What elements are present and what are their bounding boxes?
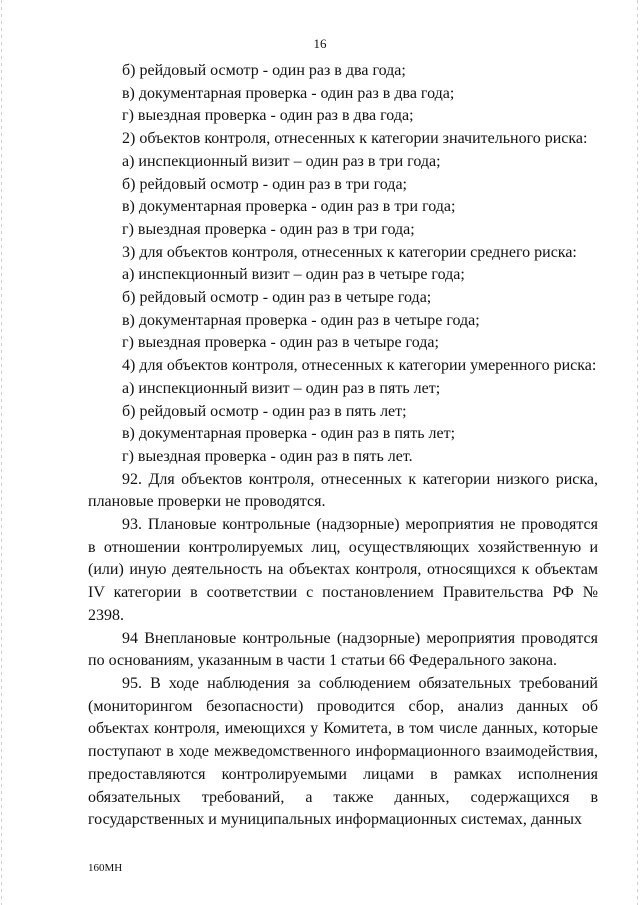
- paragraph: б) рейдовый осмотр - один раз в три года;: [122, 175, 407, 193]
- paragraph: а) инспекционный визит – один раз в четыре года;: [122, 266, 465, 284]
- paragraph: в) документарная проверка - один раз в два года;: [122, 84, 455, 102]
- paragraph: г) выездная проверка - один раз в четыре года;: [122, 334, 439, 352]
- left-scan-edge: [1, 0, 2, 905]
- paragraph: 3) для объектов контроля, отнесенных к категории среднего риска:: [122, 243, 577, 261]
- paragraph: в) документарная проверка - один раз в четыре года;: [122, 311, 480, 329]
- paragraph: а) инспекционный визит – один раз в пять лет;: [122, 379, 441, 397]
- paragraph: в) документарная проверка - один раз в три года;: [122, 198, 456, 216]
- paragraph: 92. Для объектов контроля, отнесенных к категории низкого риска, плановые проверки не проводятся.: [88, 470, 598, 511]
- paragraph: 95. В ходе наблюдения за соблюдением обязательных требований (мониторингом безопасности) проводится сбор, анализ данных об объектах контроля, имеющихся у Комитета, в том числе данных, которые поступают в ходе межведомственного информационного взаимодействия, предоставляются контролируемыми лицами в рамках исполнения обязательных требований, а также данных, содержащихся в государственных и муниципальных информационных системах, данных: [88, 674, 598, 829]
- paragraph: г) выездная проверка - один раз в три года;: [122, 220, 415, 238]
- document-body: [88, 60, 598, 832]
- footer-code: 160МН: [88, 862, 123, 874]
- paragraph: б) рейдовый осмотр - один раз в два года;: [122, 62, 406, 79]
- right-scan-edge: [637, 0, 638, 905]
- paragraph: б) рейдовый осмотр - один раз в пять лет;: [122, 402, 407, 420]
- paragraph: а) инспекционный визит – один раз в три года;: [122, 152, 441, 170]
- paragraph: б) рейдовый осмотр - один раз в четыре года;: [122, 289, 432, 307]
- paragraph: г) выездная проверка - один раз в два года;: [122, 107, 414, 125]
- paragraph: 94 Внеплановые контрольные (надзорные) мероприятия проводятся по основаниям, указанным в части 1 статьи 66 Федерального закона.: [88, 629, 598, 670]
- page-number: 16: [313, 36, 327, 51]
- paragraph: 4) для объектов контроля, отнесенных к категории умеренного риска:: [122, 357, 597, 375]
- paragraph: 93. Плановые контрольные (надзорные) мероприятия не проводятся в отношении контролируемых лиц, осуществляющих хозяйственную и (или) иную деятельность на объектах контроля, относящихся к объектам IV категории в соответствии с постановлением Правительства РФ № 2398.: [88, 516, 598, 624]
- paragraph: г) выездная проверка - один раз в пять лет.: [122, 447, 413, 465]
- paragraph: в) документарная проверка - один раз в пять лет;: [122, 425, 456, 443]
- paragraph: 2) объектов контроля, отнесенных к категории значительного риска:: [122, 130, 588, 148]
